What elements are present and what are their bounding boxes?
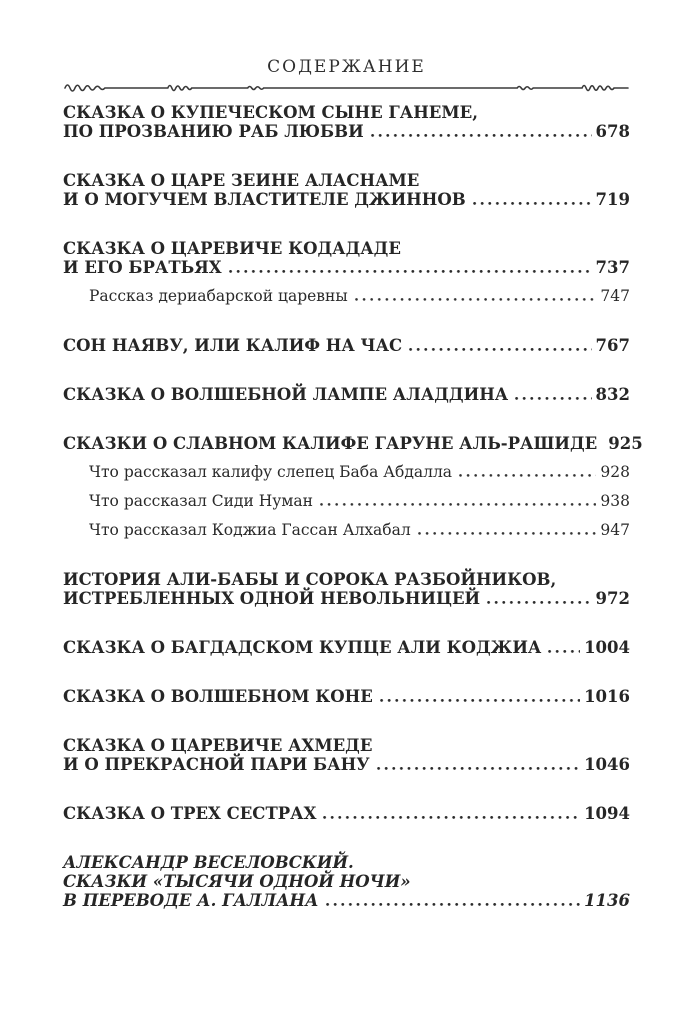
toc-subentry-title: Рассказ дериабарской царевны xyxy=(89,287,348,305)
page-title: СОДЕРЖАНИЕ xyxy=(267,57,426,77)
page-number: 938 xyxy=(600,492,630,510)
toc-entry-lines xyxy=(63,853,630,891)
toc-entry xyxy=(63,171,630,209)
toc-entry-title: ИСТРЕБЛЕННЫХ ОДНОЙ НЕВОЛЬНИЦЕЙ xyxy=(63,589,481,608)
toc-entry xyxy=(63,336,630,355)
toc-entry-lines xyxy=(63,103,630,122)
page-number: 747 xyxy=(600,287,630,305)
toc-entry-row xyxy=(63,122,630,141)
toc-entry-line: СКАЗКА О ЦАРЕ ЗЕИНЕ АЛАСНАМЕ xyxy=(63,171,420,190)
toc-subentry-row xyxy=(89,520,630,540)
toc-entry-title: СКАЗКА О БАГДАДСКОМ КУПЦЕ АЛИ КОДЖИА xyxy=(63,638,542,657)
page-number: 1136 xyxy=(584,891,630,910)
toc-entry-title: И О ПРЕКРАСНОЙ ПАРИ БАНУ xyxy=(63,755,370,774)
page-number: 928 xyxy=(600,463,630,481)
toc-subentry-row xyxy=(89,491,630,511)
page-number: 925 xyxy=(608,434,643,453)
toc-entry-row xyxy=(63,804,630,823)
toc-entry-line: СКАЗКИ «ТЫСЯЧИ ОДНОЙ НОЧИ» xyxy=(63,872,411,891)
toc-entry-line: СКАЗКА О ЦАРЕВИЧЕ КОДАДАДЕ xyxy=(63,239,401,258)
toc-entry xyxy=(63,434,643,540)
toc-entry-title: СКАЗКИ О СЛАВНОМ КАЛИФЕ ГАРУНЕ АЛЬ-РАШИДЕ xyxy=(63,434,598,453)
page-number: 1004 xyxy=(584,638,630,657)
toc-entry-lines xyxy=(63,171,630,190)
dot-leader xyxy=(459,473,596,478)
toc-entry-line: ИСТОРИЯ АЛИ-БАБЫ И СОРОКА РАЗБОЙНИКОВ, xyxy=(63,570,557,589)
page-number: 832 xyxy=(595,385,630,404)
toc-entry-title: СКАЗКА О ВОЛШЕБНОМ КОНЕ xyxy=(63,687,373,706)
toc-subentry-row xyxy=(89,462,630,482)
toc-entry-title: СКАЗКА О ТРЕХ СЕСТРАХ xyxy=(63,804,317,823)
toc-entry-row xyxy=(63,190,630,209)
toc-entry-row xyxy=(63,258,630,277)
toc-entry-row xyxy=(63,755,630,774)
squiggle-divider-icon xyxy=(63,80,630,93)
dot-leader xyxy=(487,600,591,605)
toc-entry-row xyxy=(63,687,630,706)
toc-entry-title: И О МОГУЧЕМ ВЛАСТИТЕЛЕ ДЖИННОВ xyxy=(63,190,466,209)
toc-entry-title: И ЕГО БРАТЬЯХ xyxy=(63,258,222,277)
dot-leader xyxy=(326,902,581,907)
toc-entry-row xyxy=(63,589,630,608)
page-number: 737 xyxy=(595,258,630,277)
toc-entry xyxy=(63,570,630,608)
page-number: 947 xyxy=(600,521,630,539)
toc-subentries xyxy=(63,462,630,540)
dot-leader xyxy=(320,502,596,507)
toc-subentry xyxy=(89,491,630,511)
toc-subentry-title: Что рассказал Сиди Нуман xyxy=(89,492,313,510)
toc-entry-line: АЛЕКСАНДР ВЕСЕЛОВСКИЙ. xyxy=(63,853,354,872)
dot-leader xyxy=(409,347,591,352)
toc-entry xyxy=(63,736,630,774)
toc-entry-row xyxy=(63,385,630,404)
dot-leader xyxy=(355,297,597,302)
toc-entry-title: ПО ПРОЗВАНИЮ РАБ ЛЮБВИ xyxy=(63,122,364,141)
toc-entry xyxy=(63,804,630,823)
toc-subentry xyxy=(89,520,630,540)
toc-entry-line: СКАЗКА О КУПЕЧЕСКОМ СЫНЕ ГАНЕМЕ, xyxy=(63,103,478,122)
toc-entry xyxy=(63,239,630,306)
toc-entry xyxy=(63,853,630,910)
toc-entry-line: СКАЗКА О ЦАРЕВИЧЕ АХМЕДЕ xyxy=(63,736,373,755)
dot-leader xyxy=(418,531,597,536)
dot-leader xyxy=(380,698,580,703)
toc-entry-row xyxy=(63,434,643,453)
dot-leader xyxy=(377,766,580,771)
page-number: 767 xyxy=(595,336,630,355)
toc-subentry xyxy=(89,286,630,306)
page-number: 1016 xyxy=(584,687,630,706)
page-number: 972 xyxy=(595,589,630,608)
dot-leader xyxy=(548,649,580,654)
dot-leader xyxy=(323,815,580,820)
toc-list xyxy=(63,103,643,910)
toc-subentry-title: Что рассказал Коджиа Гассан Алхабал xyxy=(89,521,411,539)
dot-leader xyxy=(473,201,592,206)
toc-entry-title: СОН НАЯВУ, ИЛИ КАЛИФ НА ЧАС xyxy=(63,336,403,355)
toc-entry xyxy=(63,687,630,706)
toc-entry-title: СКАЗКА О ВОЛШЕБНОЙ ЛАМПЕ АЛАДДИНА xyxy=(63,385,509,404)
toc-entry-lines xyxy=(63,736,630,755)
dot-leader xyxy=(371,133,592,138)
toc-entry xyxy=(63,385,630,404)
toc-subentry xyxy=(89,462,630,482)
page-number: 719 xyxy=(595,190,630,209)
toc-entry xyxy=(63,103,630,141)
toc-entry-lines xyxy=(63,570,630,589)
toc-entry-row xyxy=(63,638,630,657)
toc-entry-title: В ПЕРЕВОДЕ А. ГАЛЛАНА xyxy=(63,891,319,910)
toc-entry-row xyxy=(63,336,630,355)
toc-entry xyxy=(63,638,630,657)
toc-entry-row xyxy=(63,891,630,910)
page-number: 1094 xyxy=(584,804,630,823)
toc-subentry-title: Что рассказал калифу слепец Баба Абдалла xyxy=(89,463,453,481)
page-number: 1046 xyxy=(584,755,630,774)
toc-entry-lines xyxy=(63,239,630,258)
dot-leader xyxy=(229,269,592,274)
toc-subentries xyxy=(63,286,630,306)
toc-subentry-row xyxy=(89,286,630,306)
page-number: 678 xyxy=(595,122,630,141)
dot-leader xyxy=(515,396,591,401)
